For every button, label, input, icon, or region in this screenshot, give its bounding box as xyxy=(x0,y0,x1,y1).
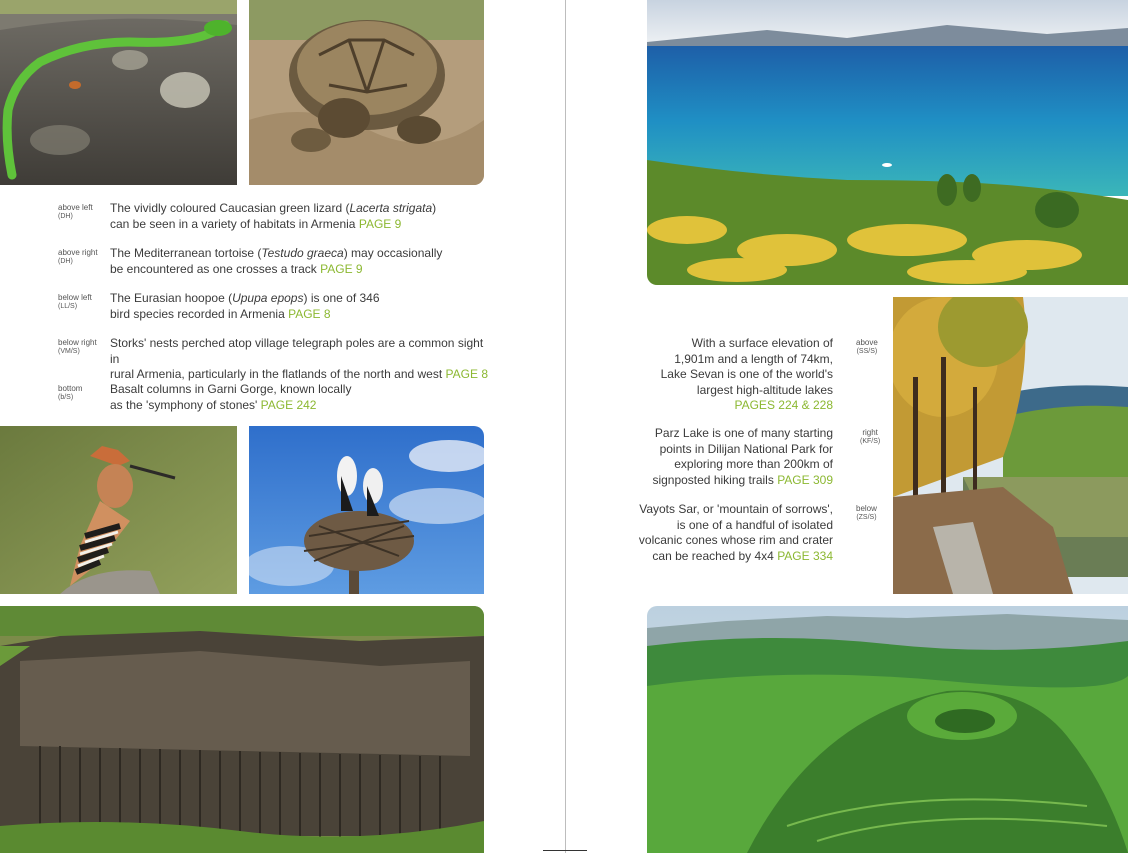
caption-below-left xyxy=(58,291,488,323)
caption-line: points in Dilijan National Park for xyxy=(659,441,833,456)
species-name: Lacerta strigata xyxy=(349,201,433,215)
caption-text: can be seen in a variety of habitats in Armenia xyxy=(110,216,356,231)
caption-below-right xyxy=(58,336,488,381)
caption-position-tag: bottom xyxy=(58,384,83,393)
caption-position-tag: below xyxy=(856,504,877,513)
page-reference-link[interactable]: PAGE 9 xyxy=(358,216,402,231)
caption-line: Lake Sevan is one of the world's xyxy=(660,367,833,381)
caption-above-left xyxy=(58,201,488,233)
caption-text: The vividly coloured Caucasian green lizard ( xyxy=(110,201,350,215)
caption-above xyxy=(620,336,885,414)
caption-text: ) xyxy=(432,201,437,215)
caption-position-tag: above left xyxy=(58,203,93,212)
caption-above-right xyxy=(58,246,488,278)
photo-credit: (DH) xyxy=(58,258,73,265)
photo-credit: (LL/S) xyxy=(58,303,78,310)
page-reference-link[interactable]: PAGE 9 xyxy=(320,261,363,276)
caption-line: largest high-altitude lakes xyxy=(696,382,833,397)
caption-text: Storks' nests perched atop village telegraph poles are a common sight in xyxy=(110,336,484,366)
caption-text: bird species recorded in Armenia xyxy=(110,306,285,321)
caption-below xyxy=(620,502,885,566)
caption-text: Basalt columns in Garni Gorge, known locally xyxy=(110,382,352,396)
photo-credit: (KF/S) xyxy=(860,438,881,445)
caption-line: With a surface elevation of xyxy=(691,336,833,350)
photo-credit: (ZS/S) xyxy=(856,514,877,521)
page-reference-link[interactable]: PAGE 334 xyxy=(777,548,833,563)
photo-credit: (VM/S) xyxy=(58,348,80,355)
caption-line: volcanic cones whose rim and crater xyxy=(638,533,833,547)
caption-text: The Mediterranean tortoise ( xyxy=(110,246,262,260)
caption-position-tag: above xyxy=(856,338,878,347)
caption-text: ) may occasionally xyxy=(343,246,443,260)
lizard-photo xyxy=(0,0,237,185)
page-gutter xyxy=(565,0,566,853)
lake-photo xyxy=(647,0,1128,285)
caption-position-tag: above right xyxy=(58,248,98,257)
caption-position-tag: right xyxy=(862,428,878,437)
caption-line: Vayots Sar, or 'mountain of sorrows', xyxy=(639,502,833,516)
caption-line: is one of a handful of isolated xyxy=(676,517,833,532)
caption-position-tag: below left xyxy=(58,293,92,302)
caption-text: ) is one of 346 xyxy=(303,291,380,305)
caption-line: can be reached by 4x4 xyxy=(652,548,774,563)
caption-position-tag: below right xyxy=(58,338,97,347)
page-reference-link[interactable]: PAGES 224 & 228 xyxy=(734,398,833,412)
species-name: Upupa epops xyxy=(232,291,304,305)
tortoise-photo xyxy=(249,0,484,185)
page-reference-link[interactable]: PAGE 8 xyxy=(288,306,331,321)
page-reference-link[interactable]: PAGE 242 xyxy=(260,397,317,412)
basalt-photo xyxy=(0,606,484,853)
caption-text: be encountered as one crosses a track xyxy=(110,261,317,276)
caption-line: 1,901m and a length of 74km, xyxy=(674,351,833,366)
caption-text: as the 'symphony of stones' xyxy=(110,397,258,412)
caption-text: The Eurasian hoopoe ( xyxy=(110,291,233,305)
stork-photo xyxy=(249,426,484,594)
species-name: Testudo graeca xyxy=(261,246,344,260)
page-reference-link[interactable]: PAGE 309 xyxy=(777,472,833,487)
volcano-photo xyxy=(647,606,1128,853)
hoopoe-photo xyxy=(0,426,237,594)
fold-mark xyxy=(543,850,587,851)
caption-bottom xyxy=(58,382,488,414)
photo-credit: (SS/S) xyxy=(856,348,878,355)
caption-text: rural Armenia, particularly in the flatlands of the north and west xyxy=(110,367,443,381)
caption-line: exploring more than 200km of xyxy=(674,457,833,471)
forest-lake-photo xyxy=(893,297,1128,594)
page-reference-link[interactable]: PAGE 8 xyxy=(445,367,488,381)
photo-credit: (DH) xyxy=(58,213,73,220)
photo-credit: (b/S) xyxy=(58,394,74,401)
caption-line: Parz Lake is one of many starting xyxy=(654,426,833,440)
caption-line: signposted hiking trails xyxy=(652,472,774,487)
caption-right xyxy=(620,426,885,490)
